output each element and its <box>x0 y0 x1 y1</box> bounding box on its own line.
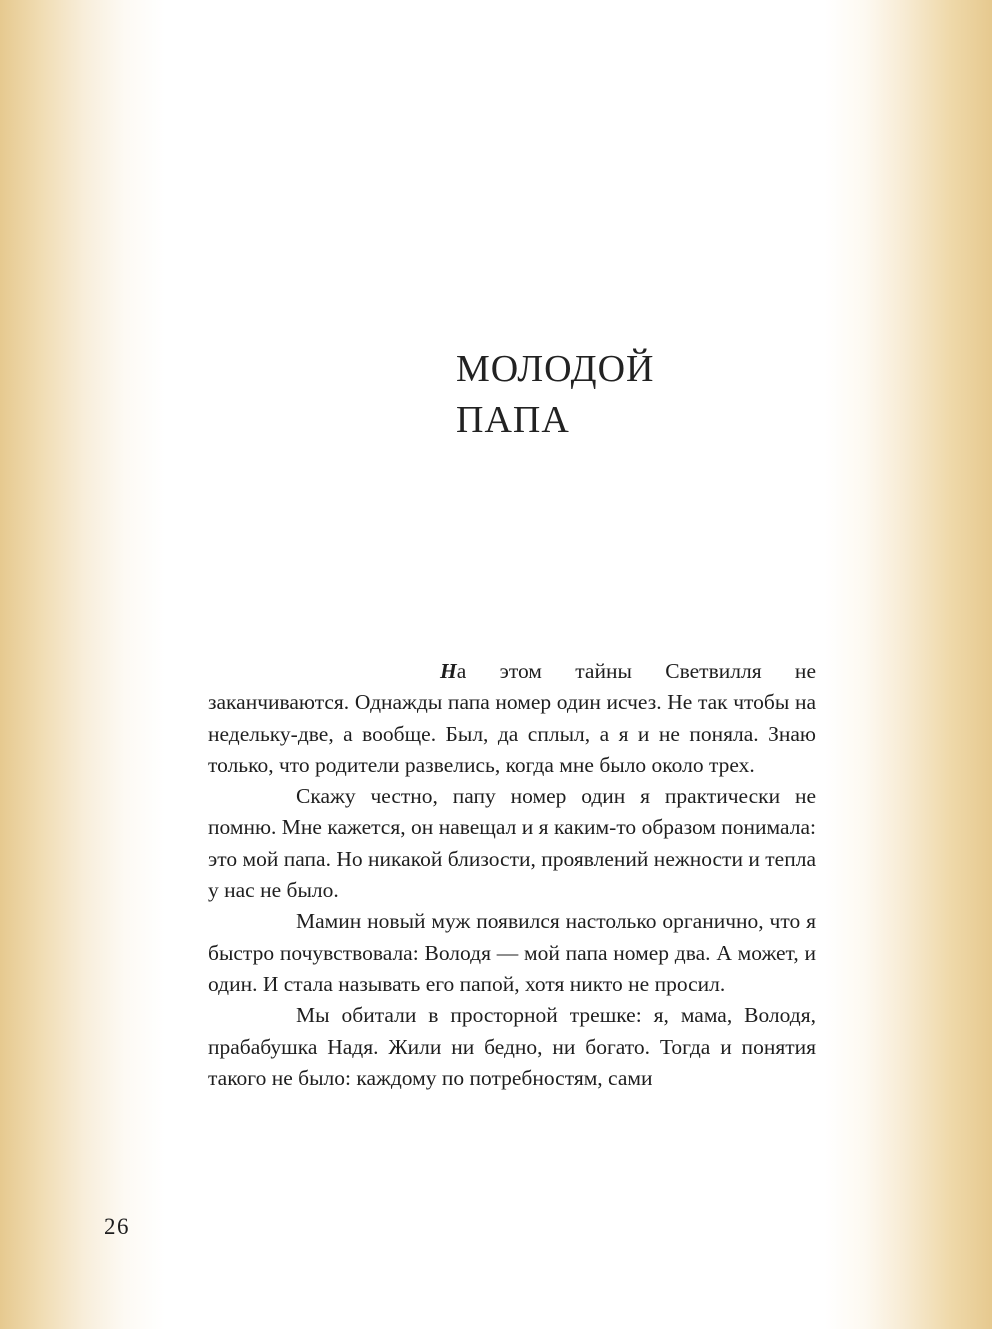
paragraph-4: Мы обитали в просторной трешке: я, мама, Володя, прабабушка Надя. Жили ни бедно, ни богато. Тогда и понятия такого не было: каждому по потребностям, сами <box>208 1003 816 1090</box>
page-number: 26 <box>104 1214 130 1239</box>
chapter-title <box>456 344 816 446</box>
paragraph-1-text: а этом тайны Светвилля не заканчиваются. Однажды папа номер один исчез. Не так чтобы на недельку-две, а вообще. Был, да сплыл, а я и не поняла. Знаю только, что родители развелись, когда мне было около трех. <box>208 659 816 777</box>
paragraph-3: Мамин новый муж появился настолько органично, что я быстро почувствовала: Володя — мой папа номер два. А может, и один. И стала называть его папой, хотя никто не просил. <box>208 909 816 996</box>
body-text <box>208 656 816 1094</box>
paragraph-2: Скажу честно, папу номер один я практически не помню. Мне кажется, он навещал и я каким-то образом понимала: это мой папа. Но никакой близости, проявлений нежности и тепла у нас не было. <box>208 784 816 903</box>
paragraph-1 <box>208 656 816 781</box>
chapter-title-line-1: МОЛОДОЙ <box>456 348 655 390</box>
chapter-title-line-2: ПАПА <box>456 399 570 441</box>
drop-cap: Н <box>440 659 457 683</box>
